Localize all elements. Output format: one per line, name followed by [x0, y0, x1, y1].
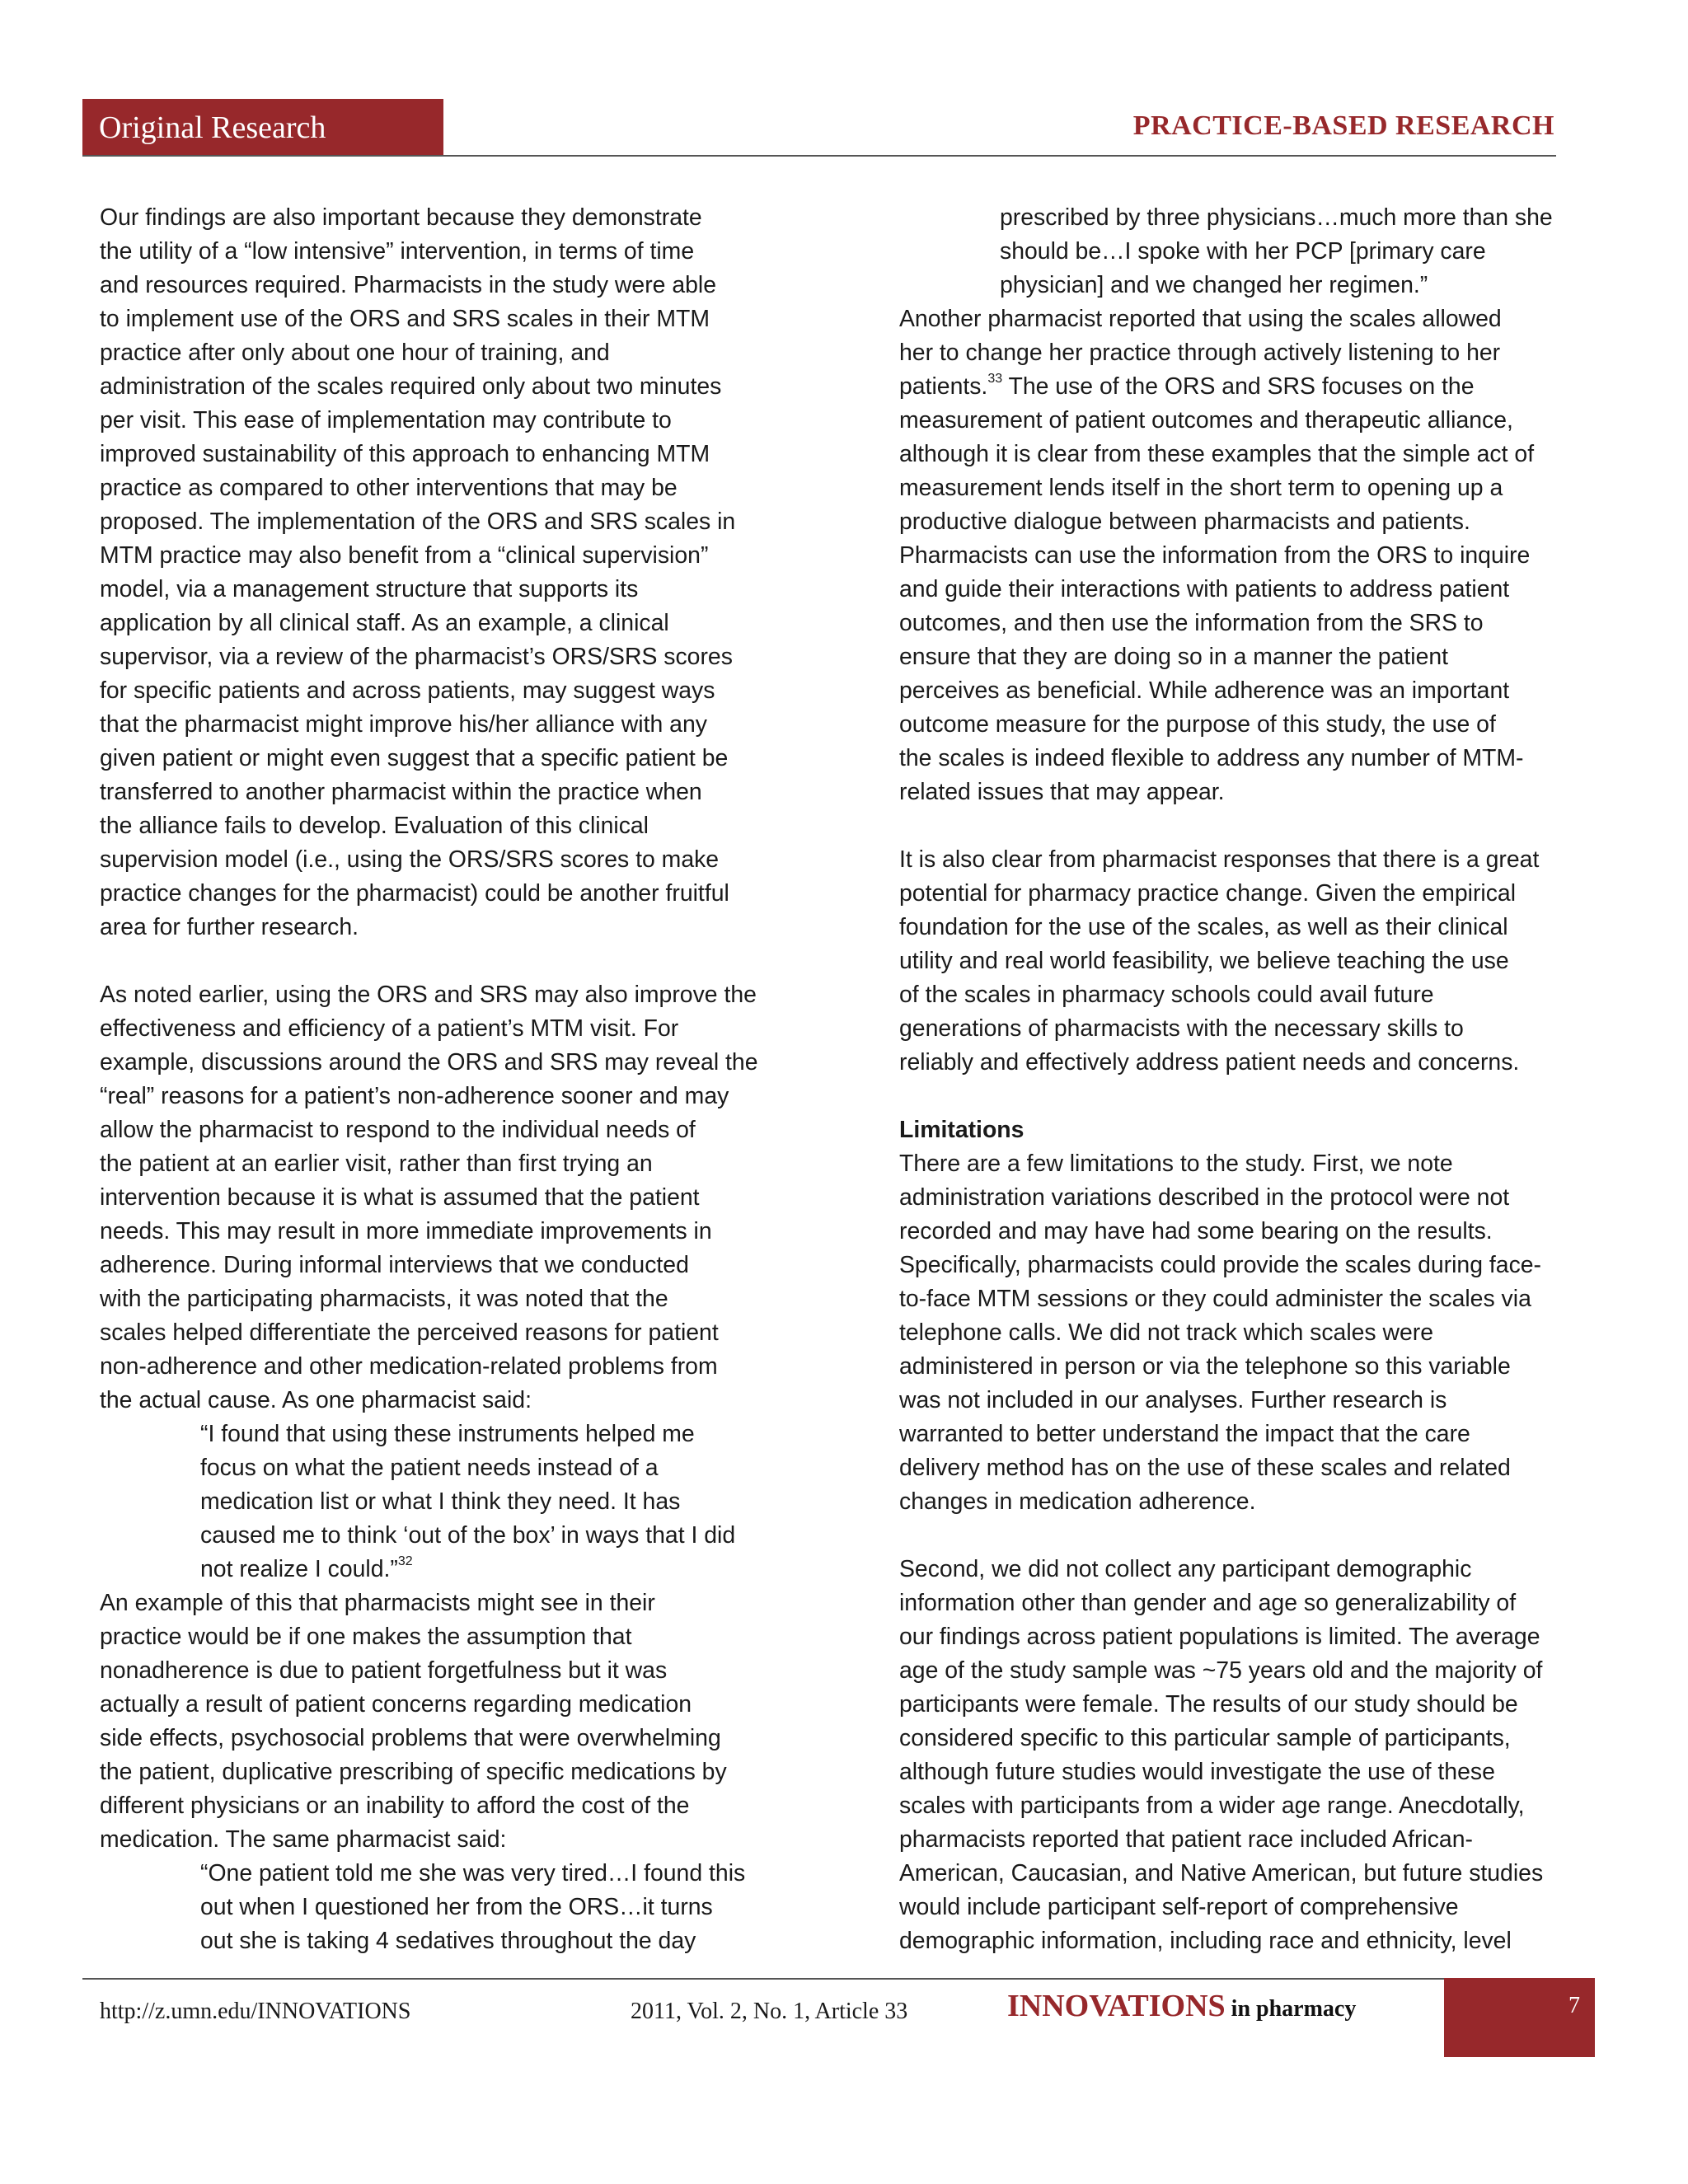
- line-text: potential for pharmacy practice change. Given the empirical: [899, 880, 1516, 907]
- line-text: our findings across patient populations is limited. The average: [899, 1624, 1540, 1650]
- line-text: practice would be if one makes the assumption that: [100, 1624, 632, 1650]
- text-line: [899, 776, 1553, 809]
- line-text: administration of the scales required only about two minutes: [100, 373, 722, 400]
- line-text: to implement use of the ORS and SRS scales in their MTM: [100, 306, 710, 332]
- text-line: [899, 1012, 1553, 1046]
- line-text: and guide their interactions with patients to address patient: [899, 576, 1510, 602]
- text-line: [899, 1620, 1553, 1654]
- line-text: example, discussions around the ORS and SRS may reveal the: [100, 1049, 758, 1076]
- text-line: [899, 1282, 1553, 1316]
- line-text: improved sustainability of this approach to enhancing MTM: [100, 441, 710, 467]
- text-line: [899, 1553, 1553, 1586]
- line-text: the patient, duplicative prescribing of specific medications by: [100, 1759, 727, 1785]
- line-text: demographic information, including race and ethnicity, level: [899, 1928, 1512, 1954]
- line-text: physician] and we changed her regimen.”: [1000, 272, 1428, 298]
- text-line: [100, 742, 758, 776]
- line-text: practice after only about one hour of training, and: [100, 340, 610, 366]
- section-label: Original Research: [82, 99, 443, 155]
- text-line: [899, 1722, 1553, 1755]
- text-line: [899, 1215, 1553, 1249]
- text-line: [899, 1451, 1553, 1485]
- line-text: Second, we did not collect any participant demographic: [899, 1556, 1472, 1582]
- text-line: [100, 1350, 758, 1384]
- text-line: [100, 1789, 758, 1823]
- line-text: caused me to think ‘out of the box’ in ways that I did: [200, 1522, 736, 1549]
- line-text: the alliance fails to develop. Evaluation of this clinical: [100, 813, 649, 839]
- text-line: [100, 1384, 758, 1418]
- paragraph-break: [899, 809, 1553, 843]
- right-column: [899, 201, 1553, 1958]
- line-text: Specifically, pharmacists could provide the scales during face-: [899, 1252, 1542, 1278]
- text-line: [100, 607, 758, 640]
- text-line: [100, 1722, 758, 1755]
- text-line: [100, 438, 758, 471]
- line-text: telephone calls. We did not track which scales were: [899, 1319, 1434, 1346]
- text-line: [899, 1586, 1553, 1620]
- text-line: [899, 1384, 1553, 1418]
- line-text: Limitations: [899, 1117, 1025, 1143]
- text-line: [899, 1688, 1553, 1722]
- text-line: [899, 1823, 1553, 1857]
- line-text: practice as compared to other interventions that may be: [100, 475, 678, 501]
- line-text: An example of this that pharmacists might see in their: [100, 1590, 655, 1616]
- line-text: ensure that they are doing so in a manner the patient: [899, 644, 1449, 670]
- line-text: Another pharmacist reported that using the scales allowed: [899, 306, 1502, 332]
- text-line: [100, 911, 758, 944]
- line-text: per visit. This ease of implementation may contribute to: [100, 407, 672, 434]
- text-line: [100, 843, 758, 877]
- text-line: [100, 505, 758, 539]
- text-line: [899, 607, 1553, 640]
- text-line: [899, 1316, 1553, 1350]
- line-text: supervision model (i.e., using the ORS/SRS scores to make: [100, 846, 720, 873]
- text-line: [899, 1249, 1553, 1282]
- quote-line: [100, 1485, 758, 1519]
- line-text: age of the study sample was ~75 years old and the majority of: [899, 1657, 1543, 1684]
- line-text: out when I questioned her from the ORS…it turns: [200, 1894, 713, 1920]
- line-text: would include participant self-report of comprehensive: [899, 1894, 1459, 1920]
- line-text: that the pharmacist might improve his/her alliance with any: [100, 711, 707, 738]
- quote-line: [100, 1519, 758, 1553]
- text-line: [100, 776, 758, 809]
- line-text: reliably and effectively address patient needs and concerns.: [899, 1049, 1520, 1076]
- text-line: [899, 1046, 1553, 1080]
- text-line: [100, 1688, 758, 1722]
- paragraph-break: [899, 1519, 1553, 1553]
- text-line: [100, 1823, 758, 1857]
- line-text: practice changes for the pharmacist) could be another fruitful: [100, 880, 729, 907]
- left-column: [100, 201, 758, 1958]
- text-line: [100, 471, 758, 505]
- text-line: [899, 505, 1553, 539]
- line-text: although future studies would investigate the use of these: [899, 1759, 1495, 1785]
- line-text: It is also clear from pharmacist responses that there is a great: [899, 846, 1540, 873]
- line-text: “One patient told me she was very tired…I found this: [200, 1860, 746, 1886]
- line-text: utility and real world feasibility, we believe teaching the use: [899, 948, 1509, 974]
- line-text: actually a result of patient concerns regarding medication: [100, 1691, 692, 1718]
- journal-subtitle: in pharmacy: [1225, 1996, 1357, 2022]
- text-line: [100, 1215, 758, 1249]
- line-text: her to change her practice through actively listening to her: [899, 340, 1501, 366]
- text-line: [100, 708, 758, 742]
- text-line: [899, 1181, 1553, 1215]
- line-text: application by all clinical staff. As an example, a clinical: [100, 610, 669, 636]
- line-text: productive dialogue between pharmacists and patients.: [899, 509, 1470, 535]
- quote-line: [100, 1451, 758, 1485]
- text-line: [899, 1755, 1553, 1789]
- text-line: [100, 1147, 758, 1181]
- text-line: [100, 269, 758, 302]
- line-text: should be…I spoke with her PCP [primary care: [1000, 238, 1486, 265]
- text-line: [899, 404, 1553, 438]
- text-line: [899, 471, 1553, 505]
- line-text: effectiveness and efficiency of a patient’s MTM visit. For: [100, 1015, 679, 1042]
- text-line: [100, 809, 758, 843]
- line-text: nonadherence is due to patient forgetfulness but it was: [100, 1657, 668, 1684]
- text-line: [899, 708, 1553, 742]
- text-line: [899, 1857, 1553, 1891]
- text-line: [899, 843, 1553, 877]
- line-text: related issues that may appear.: [899, 779, 1225, 805]
- text-line: [100, 1654, 758, 1688]
- text-line: [100, 573, 758, 607]
- section-heading: [899, 1113, 1553, 1147]
- text-line: [899, 877, 1553, 911]
- line-text: administration variations described in the protocol were not: [899, 1184, 1510, 1211]
- line-text: outcome measure for the purpose of this study, the use of: [899, 711, 1496, 738]
- line-text: prescribed by three physicians…much more than she: [1000, 204, 1553, 231]
- line-text: was not included in our analyses. Further research is: [899, 1387, 1447, 1413]
- line-text: medication. The same pharmacist said:: [100, 1826, 507, 1853]
- text-line: [899, 573, 1553, 607]
- footer-divider: [82, 1978, 1444, 1980]
- line-text: to-face MTM sessions or they could administer the scales via: [899, 1286, 1531, 1312]
- line-text: allow the pharmacist to respond to the individual needs of: [100, 1117, 696, 1143]
- line-text: not realize I could.”: [200, 1556, 398, 1582]
- line-text: scales with participants from a wider age range. Anecdotally,: [899, 1793, 1525, 1819]
- text-line: [899, 1350, 1553, 1384]
- line-text: with the participating pharmacists, it was noted that the: [100, 1286, 668, 1312]
- text-line: [899, 539, 1553, 573]
- citation-superscript: 33: [987, 371, 1003, 386]
- text-line: [899, 978, 1553, 1012]
- line-text: pharmacists reported that patient race included African-: [899, 1826, 1473, 1853]
- paragraph-break: [899, 1080, 1553, 1113]
- line-text: adherence. During informal interviews that we conducted: [100, 1252, 689, 1278]
- line-text: of the scales in pharmacy schools could avail future: [899, 982, 1434, 1008]
- citation-superscript: 32: [397, 1554, 413, 1568]
- line-text: “I found that using these instruments helped me: [200, 1421, 695, 1447]
- line-text: patients.: [899, 373, 988, 400]
- text-line: [100, 640, 758, 674]
- line-text: perceives as beneficial. While adherence was an important: [899, 677, 1510, 704]
- line-text: considered specific to this particular sample of participants,: [899, 1725, 1511, 1751]
- text-line: [899, 1789, 1553, 1823]
- line-text: measurement lends itself in the short term to opening up a: [899, 475, 1503, 501]
- line-text: medication list or what I think they need. It has: [200, 1488, 681, 1515]
- text-line: [100, 1181, 758, 1215]
- text-line: [899, 1485, 1553, 1519]
- quote-line: [100, 1891, 758, 1924]
- line-text: area for further research.: [100, 914, 359, 940]
- line-text: side effects, psychosocial problems that were overwhelming: [100, 1725, 721, 1751]
- text-line: [100, 1755, 758, 1789]
- text-line: [899, 1654, 1553, 1688]
- text-line: [100, 235, 758, 269]
- text-line: [899, 944, 1553, 978]
- line-text: Our findings are also important because they demonstrate: [100, 204, 702, 231]
- text-line: [100, 978, 758, 1012]
- line-text: recorded and may have had some bearing on the results.: [899, 1218, 1493, 1244]
- page-number: 7: [1444, 1978, 1595, 2057]
- line-text: different physicians or an inability to afford the cost of the: [100, 1793, 690, 1819]
- line-text: outcomes, and then use the information from the SRS to: [899, 610, 1484, 636]
- text-line: [100, 1113, 758, 1147]
- journal-title: INNOVATIONS: [1007, 1989, 1226, 2023]
- line-text: needs. This may result in more immediate improvements in: [100, 1218, 712, 1244]
- text-line: [899, 640, 1553, 674]
- line-text: proposed. The implementation of the ORS and SRS scales in: [100, 509, 736, 535]
- text-line: [899, 674, 1553, 708]
- text-line: [100, 404, 758, 438]
- footer-url[interactable]: http://z.umn.edu/INNOVATIONS: [100, 1999, 411, 2024]
- quote-line: [100, 1924, 758, 1958]
- text-line: [899, 1147, 1553, 1181]
- line-text: information other than gender and age so generalizability of: [899, 1590, 1517, 1616]
- text-line: [899, 742, 1553, 776]
- line-text: the actual cause. As one pharmacist said:: [100, 1387, 532, 1413]
- line-text: the scales is indeed flexible to address any number of MTM-: [899, 745, 1524, 771]
- text-line: [100, 1012, 758, 1046]
- line-text: focus on what the patient needs instead of a: [200, 1455, 659, 1481]
- text-line: [100, 302, 758, 336]
- text-line: [100, 539, 758, 573]
- text-line: [899, 1418, 1553, 1451]
- line-text-continued: The use of the ORS and SRS focuses on the: [1002, 373, 1475, 400]
- line-text: measurement of patient outcomes and therapeutic alliance,: [899, 407, 1513, 434]
- text-line: [899, 302, 1553, 336]
- text-line: [899, 1924, 1553, 1958]
- line-text: and resources required. Pharmacists in the study were able: [100, 272, 716, 298]
- text-line: [100, 336, 758, 370]
- text-line: [100, 1080, 758, 1113]
- line-text: Pharmacists can use the information from the ORS to inquire: [899, 542, 1531, 569]
- line-text: out she is taking 4 sedatives throughout the day: [200, 1928, 696, 1954]
- quote-line: [899, 235, 1553, 269]
- line-text: administered in person or via the telephone so this variable: [899, 1353, 1511, 1380]
- line-text: transferred to another pharmacist within the practice when: [100, 779, 702, 805]
- text-line: [100, 1586, 758, 1620]
- text-line: [100, 1046, 758, 1080]
- text-line: [899, 336, 1553, 370]
- text-line: [100, 201, 758, 235]
- quote-line: [100, 1857, 758, 1891]
- line-text: “real” reasons for a patient’s non-adherence sooner and may: [100, 1083, 729, 1109]
- quote-line: [100, 1418, 758, 1451]
- text-line: [100, 674, 758, 708]
- line-text: intervention because it is what is assumed that the patient: [100, 1184, 700, 1211]
- line-text: There are a few limitations to the study. First, we note: [899, 1151, 1453, 1177]
- line-text: American, Caucasian, and Native American, but future studies: [899, 1860, 1544, 1886]
- paragraph-break: [100, 944, 758, 978]
- text-line: [100, 1316, 758, 1350]
- quote-line: [899, 201, 1553, 235]
- category-label: PRACTICE-BASED RESEARCH: [1132, 110, 1554, 141]
- text-line: [899, 370, 1553, 404]
- footer-citation: 2011, Vol. 2, No. 1, Article 33: [631, 1999, 908, 2024]
- line-text: scales helped differentiate the perceived reasons for patient: [100, 1319, 719, 1346]
- text-line: [100, 1620, 758, 1654]
- quote-line: [899, 269, 1553, 302]
- line-text: non-adherence and other medication-related problems from: [100, 1353, 718, 1380]
- text-line: [100, 370, 758, 404]
- line-text: foundation for the use of the scales, as well as their clinical: [899, 914, 1508, 940]
- journal-name: [1007, 1988, 1356, 2024]
- line-text: generations of pharmacists with the necessary skills to: [899, 1015, 1464, 1042]
- line-text: warranted to better understand the impact that the care: [899, 1421, 1470, 1447]
- text-line: [100, 877, 758, 911]
- text-line: [899, 1891, 1553, 1924]
- line-text: given patient or might even suggest that a specific patient be: [100, 745, 729, 771]
- text-line: [100, 1282, 758, 1316]
- line-text: MTM practice may also benefit from a “clinical supervision”: [100, 542, 709, 569]
- text-line: [899, 911, 1553, 944]
- line-text: As noted earlier, using the ORS and SRS may also improve the: [100, 982, 757, 1008]
- line-text: the patient at an earlier visit, rather than first trying an: [100, 1151, 653, 1177]
- line-text: changes in medication adherence.: [899, 1488, 1256, 1515]
- line-text: model, via a management structure that supports its: [100, 576, 639, 602]
- line-text: for specific patients and across patients, may suggest ways: [100, 677, 715, 704]
- line-text: supervisor, via a review of the pharmacist’s ORS/SRS scores: [100, 644, 733, 670]
- line-text: although it is clear from these examples that the simple act of: [899, 441, 1535, 467]
- text-line: [899, 438, 1553, 471]
- quote-line: [100, 1553, 758, 1586]
- line-text: participants were female. The results of our study should be: [899, 1691, 1518, 1718]
- header-divider: [82, 155, 1556, 157]
- line-text: delivery method has on the use of these scales and related: [899, 1455, 1511, 1481]
- text-line: [100, 1249, 758, 1282]
- line-text: the utility of a “low intensive” intervention, in terms of time: [100, 238, 695, 265]
